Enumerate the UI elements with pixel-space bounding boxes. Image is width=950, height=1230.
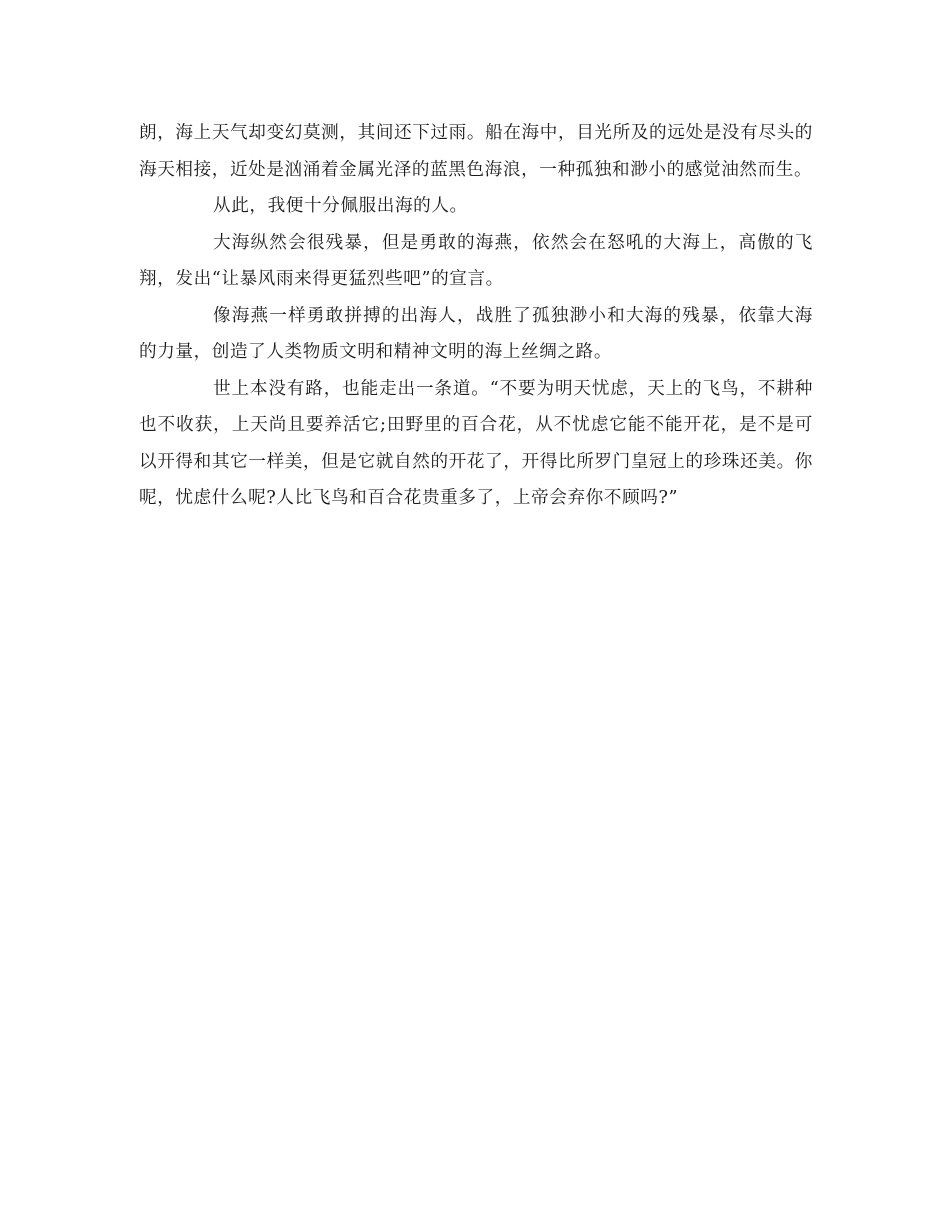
body-text <box>139 115 813 517</box>
paragraph: 像海燕一样勇敢拼搏的出海人，战胜了孤独渺小和大海的残暴，依靠大海的力量，创造了人类物质文明和精神文明的海上丝绸之路。 <box>139 305 813 362</box>
paragraph: 世上本没有路，也能走出一条道。“不要为明天忧虑，天上的飞鸟，不耕种也不收获，上天尚且要养活它;田野里的百合花，从不忧虑它能不能开花，是不是可以开得和其它一样美，但是它就自然的开花了，开得比所罗门皇冠上的珍珠还美。你呢，忧虑什么呢?人比飞鸟和百合花贵重多了，上帝会弃你不顾吗?” <box>139 378 813 508</box>
paragraph-continued: 朗，海上天气却变幻莫测，其间还下过雨。船在海中，目光所及的远处是没有尽头的海天相接，近处是汹涌着金属光泽的蓝黑色海浪，一种孤独和渺小的感觉油然而生。 <box>139 123 813 180</box>
paragraph: 从此，我便十分佩服出海的人。 <box>213 196 468 216</box>
paragraph: 大海纵然会很残暴，但是勇敢的海燕，依然会在怒吼的大海上，高傲的飞翔，发出“让暴风雨来得更猛烈些吧”的宣言。 <box>139 232 813 289</box>
